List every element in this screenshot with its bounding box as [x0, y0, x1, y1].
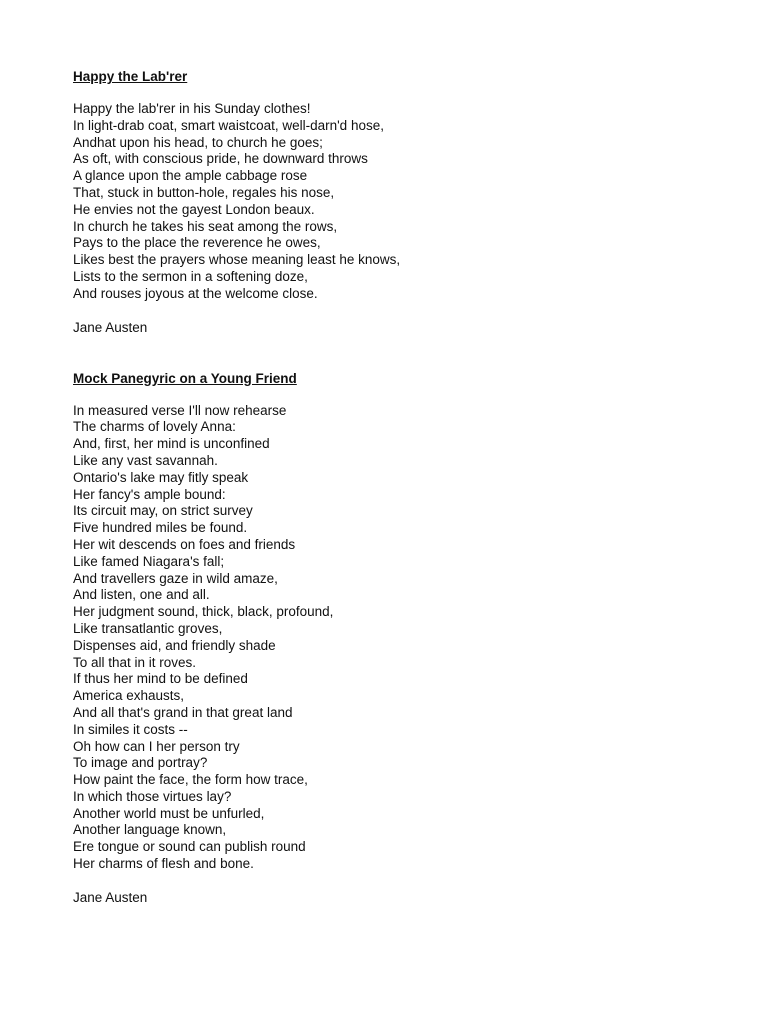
poem-line: Her wit descends on foes and friends — [73, 536, 296, 552]
poem-mock-panegyric — [73, 370, 733, 906]
poem-body — [73, 403, 733, 873]
poem-author: Jane Austen — [73, 319, 148, 335]
poem-line: Her fancy's ample bound: — [73, 486, 226, 502]
poem-line: Her charms of flesh and bone. — [73, 856, 254, 872]
poem-line: The charms of lovely Anna: — [73, 419, 236, 435]
poem-title: Mock Panegyric on a Young Friend — [73, 370, 297, 386]
poem-line: He envies not the gayest London beaux. — [73, 201, 315, 217]
poem-line: Likes best the prayers whose meaning least he knows, — [73, 252, 401, 268]
poem-line: In church he takes his seat among the rows, — [73, 218, 338, 234]
poem-line: Like famed Niagara's fall; — [73, 553, 225, 569]
poem-line: Ere tongue or sound can publish round — [73, 839, 306, 855]
poem-line: Ontario's lake may fitly speak — [73, 469, 249, 485]
poem-line: A glance upon the ample cabbage rose — [73, 168, 308, 184]
poem-line: That, stuck in button-hole, regales his nose, — [73, 184, 335, 200]
poem-line: Lists to the sermon in a softening doze, — [73, 268, 308, 284]
poem-line: If thus her mind to be defined — [73, 671, 248, 687]
poem-line: How paint the face, the form how trace, — [73, 772, 308, 788]
poem-line: Her judgment sound, thick, black, profound, — [73, 604, 334, 620]
poem-line: Happy the lab'rer in his Sunday clothes! — [73, 101, 311, 116]
poem-line: In measured verse I'll now rehearse — [73, 402, 287, 418]
poem-line: And travellers gaze in wild amaze, — [73, 570, 278, 586]
poem-line: And listen, one and all. — [73, 587, 210, 603]
poem-line: To all that in it roves. — [73, 654, 197, 670]
poem-author: Jane Austen — [73, 889, 148, 905]
poem-line: Its circuit may, on strict survey — [73, 503, 253, 519]
poem-line: America exhausts, — [73, 688, 185, 704]
poem-line: As oft, with conscious pride, he downward throws — [73, 151, 368, 167]
poem-line: Another language known, — [73, 822, 227, 838]
poem-line: Oh how can I her person try — [73, 738, 240, 754]
document-page — [73, 68, 733, 906]
poem-line: Like any vast savannah. — [73, 452, 218, 468]
poem-line: In similes it costs -- — [73, 721, 188, 737]
poem-line: Another world must be unfurled, — [73, 805, 265, 821]
poem-line: In light-drab coat, smart waistcoat, well-darn'd hose, — [73, 117, 384, 133]
poem-line: And all that's grand in that great land — [73, 704, 293, 720]
poem-line: To image and portray? — [73, 755, 208, 771]
poem-line: Five hundred miles be found. — [73, 520, 248, 536]
poem-title: Happy the Lab'rer — [73, 69, 188, 84]
poem-line: Dispenses aid, and friendly shade — [73, 637, 276, 653]
poem-line: And rouses joyous at the welcome close. — [73, 285, 318, 301]
poem-happy-the-labrer — [73, 68, 733, 336]
poem-line: Like transatlantic groves, — [73, 620, 223, 636]
poem-line: Pays to the place the reverence he owes, — [73, 235, 321, 251]
poem-body — [73, 101, 733, 303]
poem-line: In which those virtues lay? — [73, 788, 232, 804]
poem-line: And, first, her mind is unconfined — [73, 436, 270, 452]
poem-line: Andhat upon his head, to church he goes; — [73, 134, 323, 150]
